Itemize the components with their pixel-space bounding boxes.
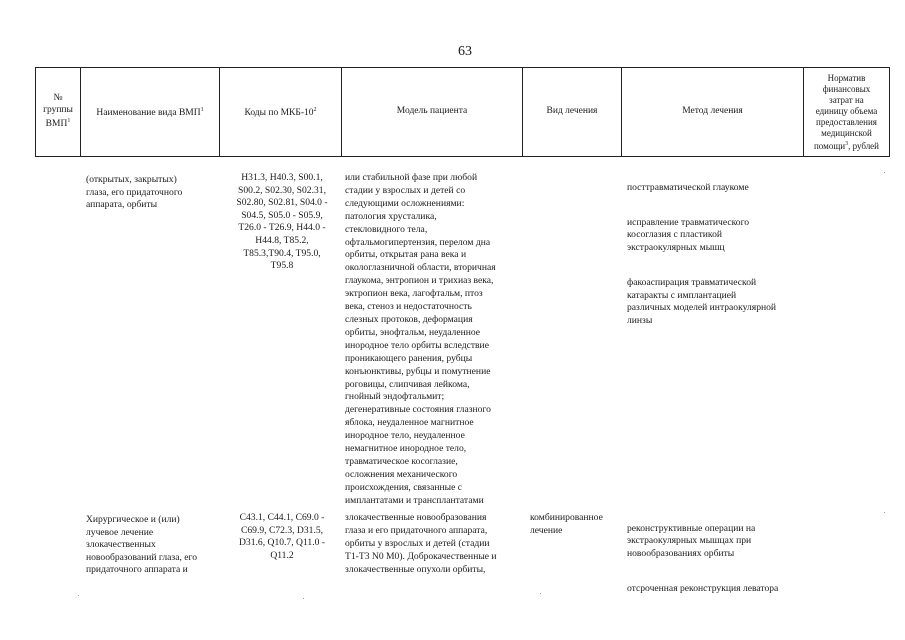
method-item: посттравматической глаукоме xyxy=(627,181,749,193)
header-text: Норматив xyxy=(827,72,866,83)
header-text: затрат на xyxy=(829,94,864,105)
header-text: Вид лечения xyxy=(546,106,598,117)
footnote-mark: 1 xyxy=(67,118,71,125)
header-text xyxy=(814,139,879,152)
header-text xyxy=(43,116,73,131)
scan-speck xyxy=(303,598,304,599)
header-divider xyxy=(889,67,890,157)
method-item: факоаспирация травматической катаракты с имплантацией различных моделей интраокулярной линзы xyxy=(627,277,777,326)
header-patient-model xyxy=(342,68,522,156)
row1-icd-codes: H31.3, H40.3, S00.1, S00.2, S02.30, S02.31, S02.80, S02.81, S04.0 - S04.5, S05.0 - S05.9, T26.0 - T26.9, H44.0 - H44.8, T85.2, T85.3,T90.4, T95.0, T95.8 xyxy=(236,172,328,272)
header-treatment-type xyxy=(523,68,621,156)
method-item: отсроченная реконструкция леватора xyxy=(627,582,779,594)
scan-speck xyxy=(884,172,885,173)
scan-speck xyxy=(78,595,79,596)
header-text: Наименование вида ВМП xyxy=(96,107,201,118)
header-text: № xyxy=(53,93,63,104)
header-text: группы xyxy=(43,104,73,115)
header-text: помощи xyxy=(813,140,846,151)
header-text: предоставления xyxy=(816,116,877,127)
header-icd-codes xyxy=(220,68,341,156)
row2-icd-codes: C43.1, C44.1, C69.0 - C69.9, C72.3, D31.5, D31.6, Q10.7, Q11.0 - Q11.2 xyxy=(239,512,325,561)
footnote-mark: 2 xyxy=(313,106,317,113)
row2-treatment-methods xyxy=(627,510,812,618)
header-group-number xyxy=(36,68,80,156)
scan-speck xyxy=(884,512,885,513)
table-header xyxy=(35,67,890,157)
footnote-mark: 1 xyxy=(200,106,204,113)
row2-treatment-type: комбинированное лечение xyxy=(530,512,603,536)
header-text: финансовых xyxy=(822,83,871,94)
row1-vmp-name: (открытых, закрытых) глаза, его придаточного аппарата, орбиты xyxy=(86,174,183,211)
page-number: 63 xyxy=(458,44,472,59)
header-vmp-name xyxy=(81,68,219,156)
row2-patient-model: злокачественные новообразования глаза и его придаточного аппарата, орбиты у взрослых и детей (стадии T1-T3 N0 M0). Доброкачественные и злокачественные опухоли орбиты, xyxy=(345,512,497,575)
header-treatment-method xyxy=(622,68,803,156)
row1-patient-model: или стабильной фазе при любой стадии у взрослых и детей со следующими осложнениями: патология хрусталика, стекловидного тела, офтальмогипертензия, перелом дна орбиты, открытая рана века и окологлазничной области, вторичная глаукома, энтропион и трихиаз века, эктропион века, лагофтальм, птоз века, стеноз и недостаточность слезных протоков, деформация орбиты, энофтальм, неудаленное инородное тело орбиты вследствие проникающего ранения, рубцы конъюнктивы, рубцы и помутнение роговицы, слипчивая лейкома, гнойный эндофтальмит; дегенеративные состояния глазного яблока, неудаленное магнитное инородное тело, неудаленное немагнитное инородное тело, травматическое косоглазие, осложнения механического происхождения, связанные с имплантатами и трансплантатами xyxy=(345,172,496,506)
header-cost-standard xyxy=(804,68,889,156)
header-text: Метод лечения xyxy=(682,106,743,117)
method-item: реконструктивные операции на экстраокулярных мышцах при новообразованиях орбиты xyxy=(627,522,756,559)
header-text: Модель пациента xyxy=(396,106,468,117)
row1-treatment-methods xyxy=(627,169,812,350)
footnote-mark: 3 xyxy=(845,140,849,147)
header-text: , рублей xyxy=(848,140,879,151)
method-item: исправление травматического косоглазия с пластикой экстраокулярных мышц xyxy=(627,216,750,253)
scan-speck xyxy=(540,593,541,594)
header-text: единицу объема xyxy=(815,105,878,116)
row2-vmp-name: Хирургическое и (или) лучевое лечение злокачественных новообразований глаза, его придаточного аппарата и xyxy=(86,514,198,576)
header-text: ВМП xyxy=(45,119,68,130)
header-text: медицинской xyxy=(821,127,872,138)
header-bottom-border xyxy=(35,156,890,157)
header-text: Коды по МКБ-10 xyxy=(244,107,314,118)
